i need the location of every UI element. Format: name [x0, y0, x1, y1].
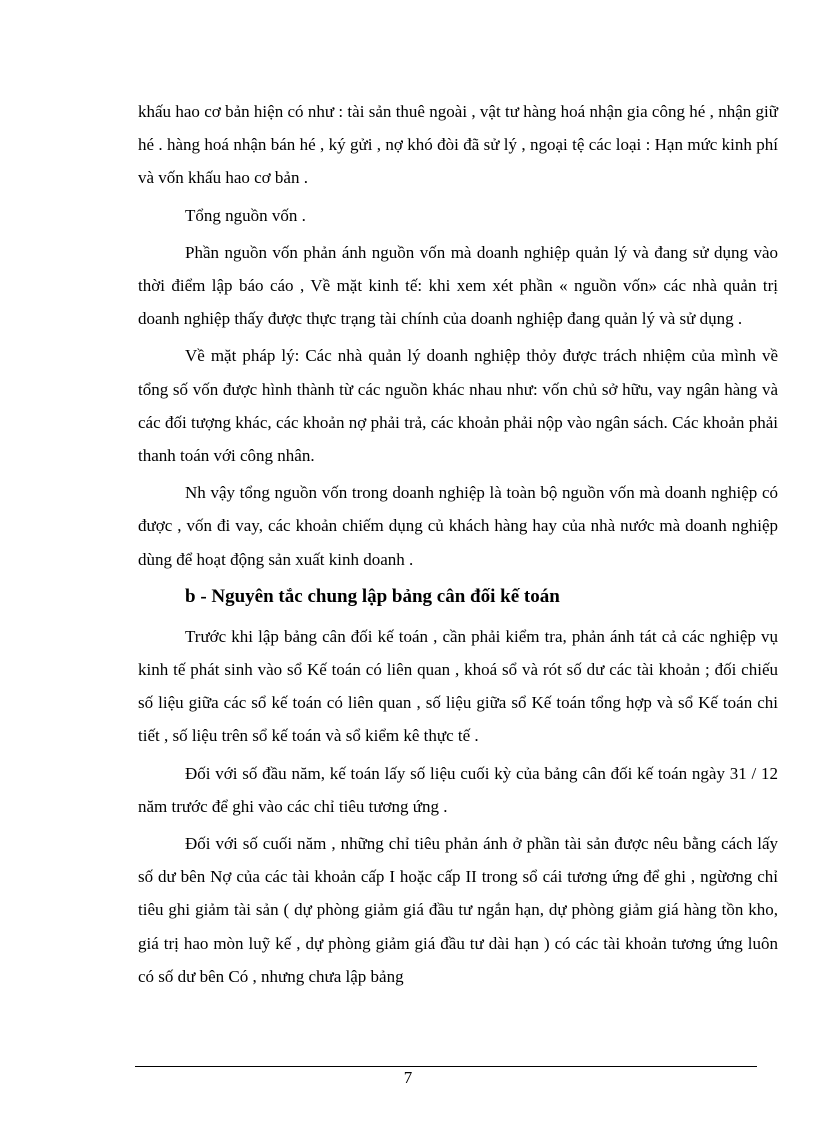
document-body [138, 95, 778, 997]
page-number: 7 [403, 1068, 413, 1087]
paragraph-total-capital: Tổng nguồn vốn . [185, 205, 306, 225]
paragraph-continued: khấu hao cơ bản hiện có như : tài sản thuê ngoài , vật tư hàng hoá nhận gia công hé , nhận giữ hé . hàng hoá nhận bán hé , ký gửi , nợ khó đòi đã sử lý , ngoại tệ các loại : Hạn mức kinh phí và vốn khấu hao cơ bản . [138, 102, 778, 188]
paragraph-opening-balance: Đối với số đầu năm, kế toán lấy số liệu cuối kỳ của bảng cân đối kế toán ngày 31 / 12 năm trước để ghi vào các chỉ tiêu tương ứng . [138, 763, 778, 816]
paragraph-summary: Nh vậy tổng nguồn vốn trong doanh nghiệp là toàn bộ nguồn vốn mà doanh nghiệp có được , vốn đi vay, các khoản chiếm dụng củ khách hàng hay của nhà nước mà doanh nghiệp dùng để hoạt động sản xuất kinh doanh . [138, 483, 778, 569]
paragraph-closing-balance: Đối với số cuối năm , những chỉ tiêu phản ánh ở phần tài sản được nêu bằng cách lấy số dư bên Nợ của các tài khoản cấp I hoặc cấp II trong sổ cái tương ứng để ghi , ngừơng chỉ tiêu ghi giảm tài sản ( dự phòng giảm giá đầu tư ngắn hạn, dự phòng giảm giá hàng tồn kho, giá trị hao mòn luỹ kế , dự phòng giảm giá đầu tư dài hạn ) có các tài khoản tương ứng luôn có số dư bên Có , nhưng chưa lập bảng [138, 834, 778, 986]
section-heading-b: b - Nguyên tắc chung lập bảng cân đối kế toán [185, 585, 560, 607]
paragraph-capital-section: Phần nguồn vốn phản ánh nguồn vốn mà doanh nghiệp quản lý và đang sử dụng vào thời điểm lập báo cáo , Về mặt kinh tế: khi xem xét phần « nguồn vốn» các nhà quản trị doanh nghiệp thấy được thực trạng tài chính của doanh nghiệp đang quản lý và sử dụng . [138, 242, 778, 329]
paragraph-before-preparation: Trước khi lập bảng cân đối kế toán , cần phải kiểm tra, phản ánh tát cả các nghiệp vụ kinh tế phát sinh vào sổ Kế toán có liên quan , khoá sổ và rót số dư các tài khoản ; đối chiếu số liệu giữa các sổ kế toán có liên quan , số liệu giữa sổ Kế toán tổng hợp và sổ Kế toán chi tiết , số liệu trên sổ kế toán và sổ kiểm kê thực tế . [138, 626, 778, 746]
paragraph-legal-aspect: Về mặt pháp lý: Các nhà quản lý doanh nghiệp thỏy được trách nhiệm của mình về tổng số vốn được hình thành từ các nguồn khác nhau như: vốn chủ sở hữu, vay ngân hàng và các đối tượng khác, các khoản nợ phải trả, các khoản phải nộp vào ngân sách. Các khoản phải thanh toán với công nhân. [138, 346, 778, 466]
footer-divider [135, 1066, 757, 1067]
